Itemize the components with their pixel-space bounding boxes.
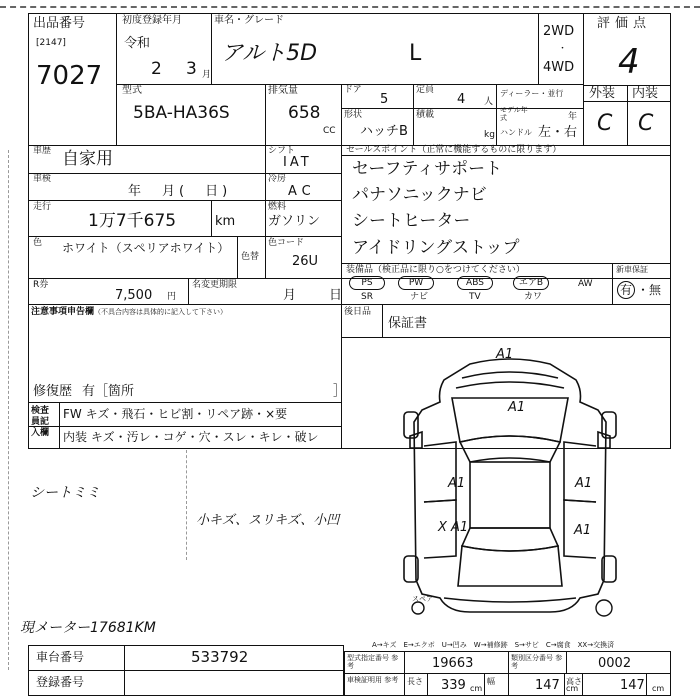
- handle-label: ハンドル: [500, 128, 532, 137]
- exterior-label: 外装: [589, 86, 616, 101]
- month-unit: 月: [202, 70, 212, 80]
- inspector-fw: FW キズ・飛石・ヒビ割・リペア跡・×要: [63, 407, 288, 421]
- kg-unit: kg: [484, 130, 495, 140]
- handle-value: 左・右: [538, 125, 578, 140]
- equip-airbag: エアB: [513, 276, 549, 290]
- cc-unit: CC: [323, 126, 336, 136]
- door-label: ドア: [344, 85, 362, 95]
- handwritten-meter: 現メーター17681KM: [20, 620, 156, 636]
- inspector-label: 検査員記入欄: [31, 406, 50, 438]
- item-no-label: 出品番号: [33, 16, 86, 31]
- first-reg-year: 2: [151, 59, 162, 79]
- height-label: 高さ: [566, 677, 582, 686]
- era: 令和: [124, 36, 151, 51]
- length-label: 長さ: [407, 677, 423, 686]
- grade-score: 4: [618, 42, 640, 82]
- damage-mark-left-door: A1: [448, 476, 466, 491]
- doors: 5: [380, 92, 389, 107]
- equipment-title: 装備品（検正品に限り○をつけてください）: [346, 265, 525, 275]
- scan-artifact-top: [0, 6, 700, 8]
- model-year-label: モデル年式: [500, 106, 528, 122]
- type-cert: 19663: [432, 656, 474, 671]
- capacity-unit: 人: [484, 97, 494, 107]
- equip-sr: SR: [361, 292, 373, 302]
- drive-4wd: 4WD: [543, 60, 575, 75]
- mid-margin-dots: [186, 450, 187, 560]
- sales-point-4: アイドリングストップ: [352, 238, 520, 258]
- color-change-label: 色替: [241, 252, 260, 262]
- name-change-label: 名変更期限: [192, 280, 238, 290]
- sales-point-2: パナソニックナビ: [352, 185, 487, 205]
- repair-bracket-end: ］: [333, 384, 347, 399]
- use-label: 車歴: [33, 146, 52, 156]
- capacity-label: 定員: [416, 85, 435, 95]
- handwritten-note-2: 小キズ、スリキズ、小凹: [196, 513, 340, 528]
- mileage-label: 走行: [33, 202, 52, 212]
- equip-leather: カワ: [524, 292, 543, 302]
- damage-mark-right-rear: A1: [574, 523, 592, 538]
- chassis: 533792: [191, 648, 249, 666]
- color-code-label: 色コード: [268, 238, 305, 248]
- equip-ps: PS: [349, 276, 385, 290]
- load-label: 積載: [416, 110, 435, 120]
- category-label: 類別区分番号 参考: [511, 654, 563, 670]
- length: 339: [441, 678, 466, 693]
- first-reg-label: 初度登録年月: [122, 15, 182, 26]
- exterior-score: C: [597, 111, 613, 136]
- chassis-label: 車台番号: [36, 650, 85, 664]
- inspection: 年 月( 日): [128, 184, 232, 199]
- shape: ハッチB: [360, 124, 408, 139]
- inspection-label: 車検: [33, 174, 52, 184]
- color-label: 色: [33, 238, 43, 248]
- notes-subtitle: （不具合内容は具体的に記入して下さい）: [94, 308, 227, 316]
- equip-pw: PW: [398, 276, 434, 290]
- model-label: 型式: [122, 85, 142, 96]
- shift: IAT: [283, 155, 312, 170]
- new-car-yes: 有: [620, 283, 633, 297]
- drive-dot: ・: [558, 44, 568, 54]
- damage-mark-front: A1: [496, 347, 514, 362]
- yen-unit: 円: [167, 292, 177, 302]
- length-cm: cm: [470, 684, 483, 693]
- damage-legend: A→キズ E→エクボ U→凹み W→補修跡 S→サビ C→腐食 XX→交換済: [372, 641, 615, 649]
- new-car-warranty-label: 新車保証: [616, 265, 648, 274]
- left-margin-dots: [8, 150, 9, 670]
- model: 5BA-HA36S: [133, 103, 230, 123]
- drive-2wd: 2WD: [543, 24, 575, 39]
- category: 0002: [598, 656, 632, 671]
- damage-mark-right-door: A1: [575, 476, 593, 491]
- height: 147: [620, 678, 645, 693]
- displacement: 658: [288, 103, 321, 123]
- item-no-code: [2147]: [36, 38, 66, 48]
- inspector-interior: 内装 キズ・汚レ・コゲ・穴・スレ・キレ・破レ: [63, 430, 319, 444]
- new-car-no: ・無: [637, 283, 662, 297]
- equip-navi: ナビ: [410, 292, 429, 302]
- sales-point-3: シートヒーター: [352, 211, 471, 231]
- color-code: 26U: [292, 254, 319, 269]
- width-cm: cm: [566, 684, 579, 693]
- later-items-label: 後日品: [344, 307, 372, 317]
- width: 147: [535, 678, 560, 693]
- later-items-value: 保証書: [388, 316, 428, 331]
- interior-label: 内装: [632, 86, 659, 101]
- grade-title: 評価点: [597, 16, 652, 31]
- fuel-label: 燃料: [268, 202, 287, 212]
- dealer-label: ディーラー・並行: [500, 89, 564, 98]
- name-change: 月 日: [283, 288, 353, 303]
- color: ホワイト（スペリアホワイト）: [62, 241, 230, 255]
- equip-aw: AW: [578, 279, 593, 289]
- spare-label: スペア: [412, 595, 433, 603]
- year-unit: 年: [568, 112, 578, 122]
- reg-label: 登録番号: [36, 675, 85, 689]
- equip-tv: TV: [469, 292, 481, 302]
- notes-title: 注意事項申告欄: [31, 307, 95, 317]
- recycle-label: R券: [33, 280, 49, 290]
- car-name: アルト5D: [221, 41, 318, 66]
- repair-label: 修復歴: [33, 384, 73, 399]
- km-unit: km: [215, 214, 236, 229]
- damage-mark-left-rear: X A1: [438, 520, 469, 535]
- repair-value: 有［箇所: [82, 384, 135, 399]
- ac: AC: [288, 184, 316, 199]
- equip-abs: ABS: [457, 276, 493, 290]
- width-label: 幅: [487, 677, 495, 686]
- fuel: ガソリン: [268, 214, 321, 229]
- damage-mark-hood: A1: [508, 400, 526, 415]
- displacement-label: 排気量: [268, 85, 298, 96]
- first-reg-month: 3: [186, 59, 197, 79]
- interior-score: C: [638, 111, 654, 136]
- item-no: 7027: [36, 61, 103, 91]
- car-name-label: 車名・グレード: [214, 15, 284, 26]
- capacity: 4: [457, 92, 466, 107]
- size-label: 車検証明用 参考: [347, 676, 399, 684]
- ac-label: 冷房: [268, 174, 287, 184]
- shape-label: 形状: [344, 110, 363, 120]
- mileage: 1万7千675: [88, 211, 177, 231]
- height-cm: cm: [652, 684, 665, 693]
- sales-point-1: セーフティサポート: [352, 159, 503, 179]
- type-cert-label: 型式指定番号 参考: [347, 654, 399, 670]
- shift-label: シフト: [268, 146, 296, 156]
- use: 自家用: [62, 149, 113, 169]
- recycle: 7,500: [115, 288, 153, 303]
- grade-name: L: [409, 41, 422, 66]
- handwritten-note-1: シートミミ: [30, 485, 100, 501]
- sales-points-title: セールスポイント（正常に機能するものに限ります）: [346, 145, 562, 155]
